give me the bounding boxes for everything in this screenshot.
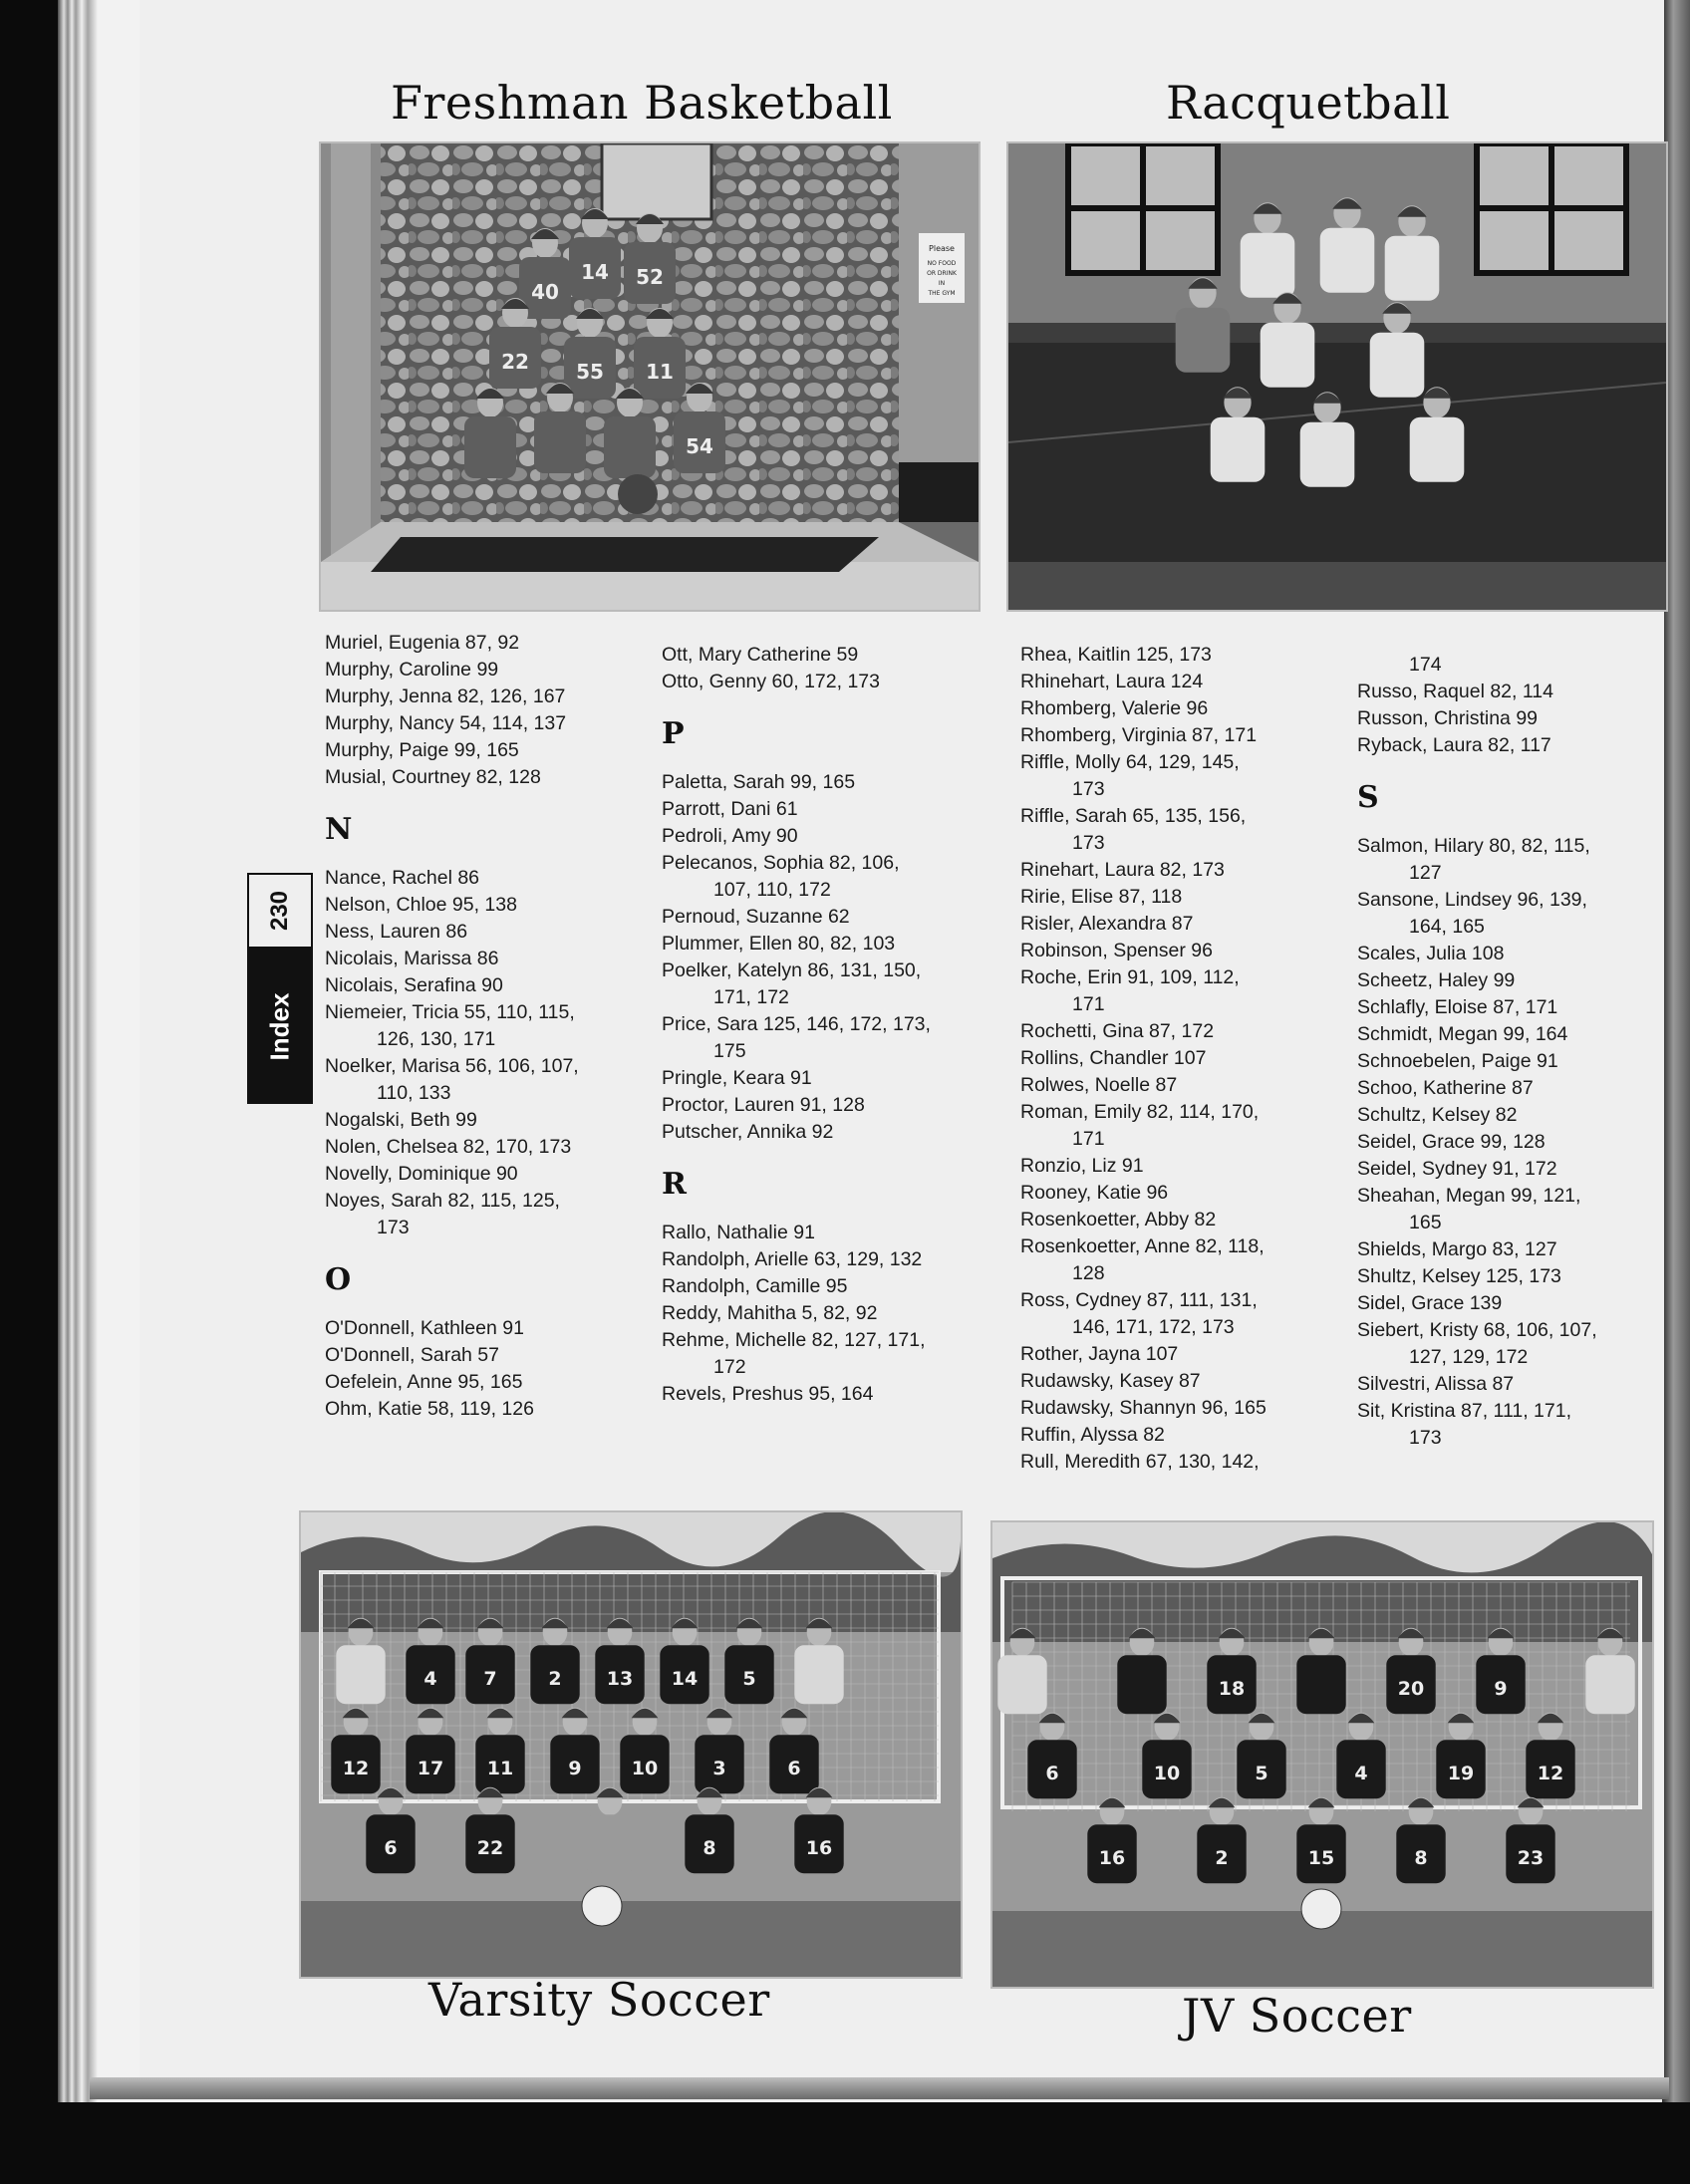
index-entry: Rhomberg, Virginia 87, 171 (1020, 724, 1258, 746)
index-entry-continuation: 173 (1072, 832, 1105, 854)
index-entry: Noelker, Marisa 56, 106, 107, (325, 1055, 579, 1077)
index-entry: Revels, Preshus 95, 164 (662, 1383, 874, 1405)
index-entry-continuation: 164, 165 (1409, 916, 1485, 938)
svg-text:22: 22 (476, 1837, 504, 1860)
index-entry: Rull, Meredith 67, 130, 142, (1020, 1451, 1260, 1473)
index-entry: Ohm, Katie 58, 119, 126 (325, 1398, 534, 1420)
index-entry: Ruffin, Alyssa 82 (1020, 1424, 1165, 1446)
index-entry: Sidel, Grace 139 (1357, 1292, 1503, 1314)
svg-text:2: 2 (548, 1668, 562, 1691)
index-entry: Riffle, Molly 64, 129, 145, (1020, 751, 1240, 773)
index-entry: Niemeier, Tricia 55, 110, 115, (325, 1001, 575, 1023)
index-letter-heading: N (325, 812, 353, 847)
svg-text:4: 4 (1354, 1763, 1368, 1785)
index-entry-continuation: 173 (377, 1217, 410, 1238)
index-entry: Musial, Courtney 82, 128 (325, 766, 541, 788)
index-entry-continuation: 171 (1072, 993, 1105, 1015)
svg-text:16: 16 (1098, 1847, 1126, 1870)
svg-text:20: 20 (1397, 1678, 1425, 1701)
svg-text:17: 17 (417, 1758, 444, 1780)
index-entry: Rudawsky, Shannyn 96, 165 (1020, 1397, 1267, 1419)
svg-text:10: 10 (1153, 1763, 1181, 1785)
index-entry: Murphy, Paige 99, 165 (325, 739, 519, 761)
svg-text:8: 8 (703, 1837, 716, 1860)
index-entry: Pelecanos, Sophia 82, 106, (662, 852, 900, 874)
svg-text:8: 8 (1414, 1847, 1428, 1870)
index-letter-heading: P (662, 716, 685, 751)
index-entry: Ronzio, Liz 91 (1020, 1155, 1144, 1177)
index-entry: Murphy, Jenna 82, 126, 167 (325, 685, 566, 707)
svg-text:4: 4 (423, 1668, 437, 1691)
index-entry: O'Donnell, Kathleen 91 (325, 1317, 524, 1339)
index-entry: Nolen, Chelsea 82, 170, 173 (325, 1136, 572, 1158)
svg-text:11: 11 (486, 1758, 514, 1780)
svg-text:16: 16 (805, 1837, 833, 1860)
index-entry: Sit, Kristina 87, 111, 171, (1357, 1400, 1571, 1422)
index-column-3 (1020, 642, 1267, 1476)
index-entry-continuation: 174 (1409, 654, 1442, 676)
index-entry: Riffle, Sarah 65, 135, 156, (1020, 805, 1247, 827)
index-entry: Randolph, Arielle 63, 129, 132 (662, 1248, 923, 1270)
svg-text:54: 54 (686, 434, 713, 458)
soccer-ball (1301, 1889, 1341, 1929)
index-entry: Rollins, Chandler 107 (1020, 1047, 1207, 1069)
index-entry: Rosenkoetter, Anne 82, 118, (1020, 1235, 1265, 1257)
index-entry: Pedroli, Amy 90 (662, 825, 798, 847)
index-entry: Scales, Julia 108 (1357, 943, 1505, 964)
title-racquetball: Racquetball (1166, 76, 1451, 130)
index-letter-heading: O (325, 1262, 352, 1297)
svg-text:NO FOOD: NO FOOD (927, 260, 957, 267)
svg-text:7: 7 (483, 1668, 497, 1691)
index-entry-continuation: 126, 130, 171 (377, 1028, 496, 1050)
index-entry: Roman, Emily 82, 114, 170, (1020, 1101, 1260, 1123)
index-entry: Ryback, Laura 82, 117 (1357, 734, 1551, 756)
index-entry-continuation: 175 (713, 1040, 746, 1062)
index-entry: Schultz, Kelsey 82 (1357, 1104, 1518, 1126)
index-entry: Siebert, Kristy 68, 106, 107, (1357, 1319, 1597, 1341)
index-entry: Schnoebelen, Paige 91 (1357, 1050, 1558, 1072)
svg-text:THE GYM: THE GYM (928, 290, 956, 297)
index-entry: Rallo, Nathalie 91 (662, 1222, 815, 1243)
svg-text:9: 9 (568, 1758, 582, 1780)
index-entry: Russon, Christina 99 (1357, 707, 1539, 729)
index-entry: Salmon, Hilary 80, 82, 115, (1357, 835, 1590, 857)
index-entry: Seidel, Sydney 91, 172 (1357, 1158, 1557, 1180)
index-entry: Rhomberg, Valerie 96 (1020, 697, 1209, 719)
index-entry: Pernoud, Suzanne 62 (662, 906, 850, 928)
index-entry: Parrott, Dani 61 (662, 798, 798, 820)
svg-text:40: 40 (531, 280, 559, 304)
index-entry: Nance, Rachel 86 (325, 867, 480, 889)
index-entry: Nicolais, Marissa 86 (325, 948, 499, 969)
index-entry-continuation: 171 (1072, 1128, 1105, 1150)
index-entry: Oefelein, Anne 95, 165 (325, 1371, 523, 1393)
index-column-2 (662, 642, 931, 1408)
index-entry: Schoo, Katherine 87 (1357, 1077, 1534, 1099)
title-freshman-basketball: Freshman Basketball (391, 76, 893, 130)
page-bottom-shadow (90, 2077, 1669, 2099)
index-entry-continuation: 110, 133 (377, 1082, 451, 1104)
svg-text:3: 3 (712, 1758, 726, 1780)
index-entry: Schmidt, Megan 99, 164 (1357, 1023, 1568, 1045)
index-entry: Poelker, Katelyn 86, 131, 150, (662, 959, 922, 981)
soccer-ball (582, 1886, 622, 1926)
index-entry: Murphy, Nancy 54, 114, 137 (325, 712, 567, 734)
index-entry: Putscher, Annika 92 (662, 1121, 834, 1143)
index-entry: Rhea, Kaitlin 125, 173 (1020, 644, 1212, 666)
index-entry: Rudawsky, Kasey 87 (1020, 1370, 1201, 1392)
index-entry: Nelson, Chloe 95, 138 (325, 894, 517, 916)
svg-text:2: 2 (1215, 1847, 1229, 1870)
index-entry: Murphy, Caroline 99 (325, 659, 499, 681)
index-side-tab (247, 873, 313, 1104)
index-entry: Russo, Raquel 82, 114 (1357, 681, 1553, 702)
index-letter-heading: R (662, 1167, 687, 1202)
svg-text:IN: IN (938, 280, 946, 287)
index-entry: Reddy, Mahitha 5, 82, 92 (662, 1302, 878, 1324)
index-entry-continuation: 127 (1409, 862, 1442, 884)
index-entry: Rolwes, Noelle 87 (1020, 1074, 1178, 1096)
photo-varsity-soccer (299, 1510, 963, 1979)
index-entry: Sheahan, Megan 99, 121, (1357, 1185, 1581, 1207)
index-entry: O'Donnell, Sarah 57 (325, 1344, 499, 1366)
index-entry: Randolph, Camille 95 (662, 1275, 848, 1297)
page-number: 230 (265, 890, 293, 932)
svg-text:52: 52 (636, 265, 664, 289)
index-letter-heading: S (1357, 780, 1379, 815)
index-entry: Rehme, Michelle 82, 127, 171, (662, 1329, 926, 1351)
index-entry: Proctor, Lauren 91, 128 (662, 1094, 865, 1116)
svg-text:18: 18 (1218, 1678, 1246, 1701)
index-entry: Paletta, Sarah 99, 165 (662, 771, 856, 793)
basketball (618, 474, 658, 514)
index-entry: Nicolais, Serafina 90 (325, 974, 503, 996)
index-entry-continuation: 165 (1409, 1212, 1442, 1233)
index-label: Index (264, 992, 295, 1060)
index-entry: Pringle, Keara 91 (662, 1067, 812, 1089)
index-entry-continuation: 171, 172 (713, 986, 789, 1008)
index-entry: Plummer, Ellen 80, 82, 103 (662, 933, 896, 955)
index-entry: Rosenkoetter, Abby 82 (1020, 1209, 1217, 1230)
index-entry: Risler, Alexandra 87 (1020, 913, 1194, 935)
svg-text:14: 14 (581, 260, 609, 284)
index-entry: Muriel, Eugenia 87, 92 (325, 632, 520, 654)
index-entry-continuation: 172 (713, 1356, 746, 1378)
photo-freshman-basketball (319, 141, 981, 612)
index-entry-continuation: 128 (1072, 1262, 1105, 1284)
svg-text:6: 6 (787, 1758, 801, 1780)
index-entry: Seidel, Grace 99, 128 (1357, 1131, 1546, 1153)
svg-text:12: 12 (342, 1758, 370, 1780)
svg-text:22: 22 (501, 350, 529, 374)
title-varsity-soccer: Varsity Soccer (428, 1973, 770, 2027)
index-entry: Rinehart, Laura 82, 173 (1020, 859, 1225, 881)
svg-text:Please: Please (929, 244, 955, 253)
index-entry-continuation: 107, 110, 172 (713, 879, 831, 901)
photo-racquetball (1006, 141, 1668, 612)
index-entry-continuation: 127, 129, 172 (1409, 1346, 1529, 1368)
index-entry: Rooney, Katie 96 (1020, 1182, 1169, 1204)
index-column-1 (325, 630, 579, 1423)
svg-text:9: 9 (1494, 1678, 1508, 1701)
index-entry: Robinson, Spenser 96 (1020, 940, 1213, 961)
index-entry: Ririe, Elise 87, 118 (1020, 886, 1183, 908)
index-entry: Nogalski, Beth 99 (325, 1109, 477, 1131)
index-entry: Rochetti, Gina 87, 172 (1020, 1020, 1215, 1042)
index-entry: Ross, Cydney 87, 111, 131, (1020, 1289, 1258, 1311)
svg-text:6: 6 (1045, 1763, 1059, 1785)
svg-text:15: 15 (1307, 1847, 1335, 1870)
index-entry: Sansone, Lindsey 96, 139, (1357, 889, 1587, 911)
photo-jv-soccer (990, 1520, 1654, 1989)
svg-text:55: 55 (576, 360, 604, 384)
index-entry: Price, Sara 125, 146, 172, 173, (662, 1013, 931, 1035)
index-entry: Shultz, Kelsey 125, 173 (1357, 1265, 1561, 1287)
svg-text:5: 5 (1255, 1763, 1268, 1785)
index-entry: Shields, Margo 83, 127 (1357, 1238, 1557, 1260)
index-entry: Ott, Mary Catherine 59 (662, 644, 859, 666)
index-entry-continuation: 173 (1072, 778, 1105, 800)
title-jv-soccer: JV Soccer (1182, 1989, 1412, 2043)
index-entry: Rhinehart, Laura 124 (1020, 671, 1204, 692)
svg-text:11: 11 (646, 360, 674, 384)
index-entry: Ness, Lauren 86 (325, 921, 468, 943)
index-entry-continuation: 146, 171, 172, 173 (1072, 1316, 1235, 1338)
svg-text:OR DRINK: OR DRINK (927, 270, 957, 277)
svg-text:14: 14 (671, 1668, 699, 1691)
svg-text:10: 10 (631, 1758, 659, 1780)
index-entry: Silvestri, Alissa 87 (1357, 1373, 1515, 1395)
index-entry: Scheetz, Haley 99 (1357, 969, 1516, 991)
svg-text:5: 5 (742, 1668, 756, 1691)
index-entry: Schlafly, Eloise 87, 171 (1357, 996, 1558, 1018)
index-entry: Otto, Genny 60, 172, 173 (662, 671, 880, 692)
index-entry-continuation: 173 (1409, 1427, 1442, 1449)
index-entry: Rother, Jayna 107 (1020, 1343, 1179, 1365)
svg-text:12: 12 (1537, 1763, 1564, 1785)
svg-text:6: 6 (384, 1837, 398, 1860)
svg-text:13: 13 (606, 1668, 634, 1691)
index-entry: Noyes, Sarah 82, 115, 125, (325, 1190, 560, 1212)
index-entry: Novelly, Dominique 90 (325, 1163, 518, 1185)
index-entry: Roche, Erin 91, 109, 112, (1020, 966, 1240, 988)
index-column-4 (1357, 652, 1597, 1452)
svg-text:19: 19 (1447, 1763, 1475, 1785)
svg-text:23: 23 (1517, 1847, 1545, 1870)
